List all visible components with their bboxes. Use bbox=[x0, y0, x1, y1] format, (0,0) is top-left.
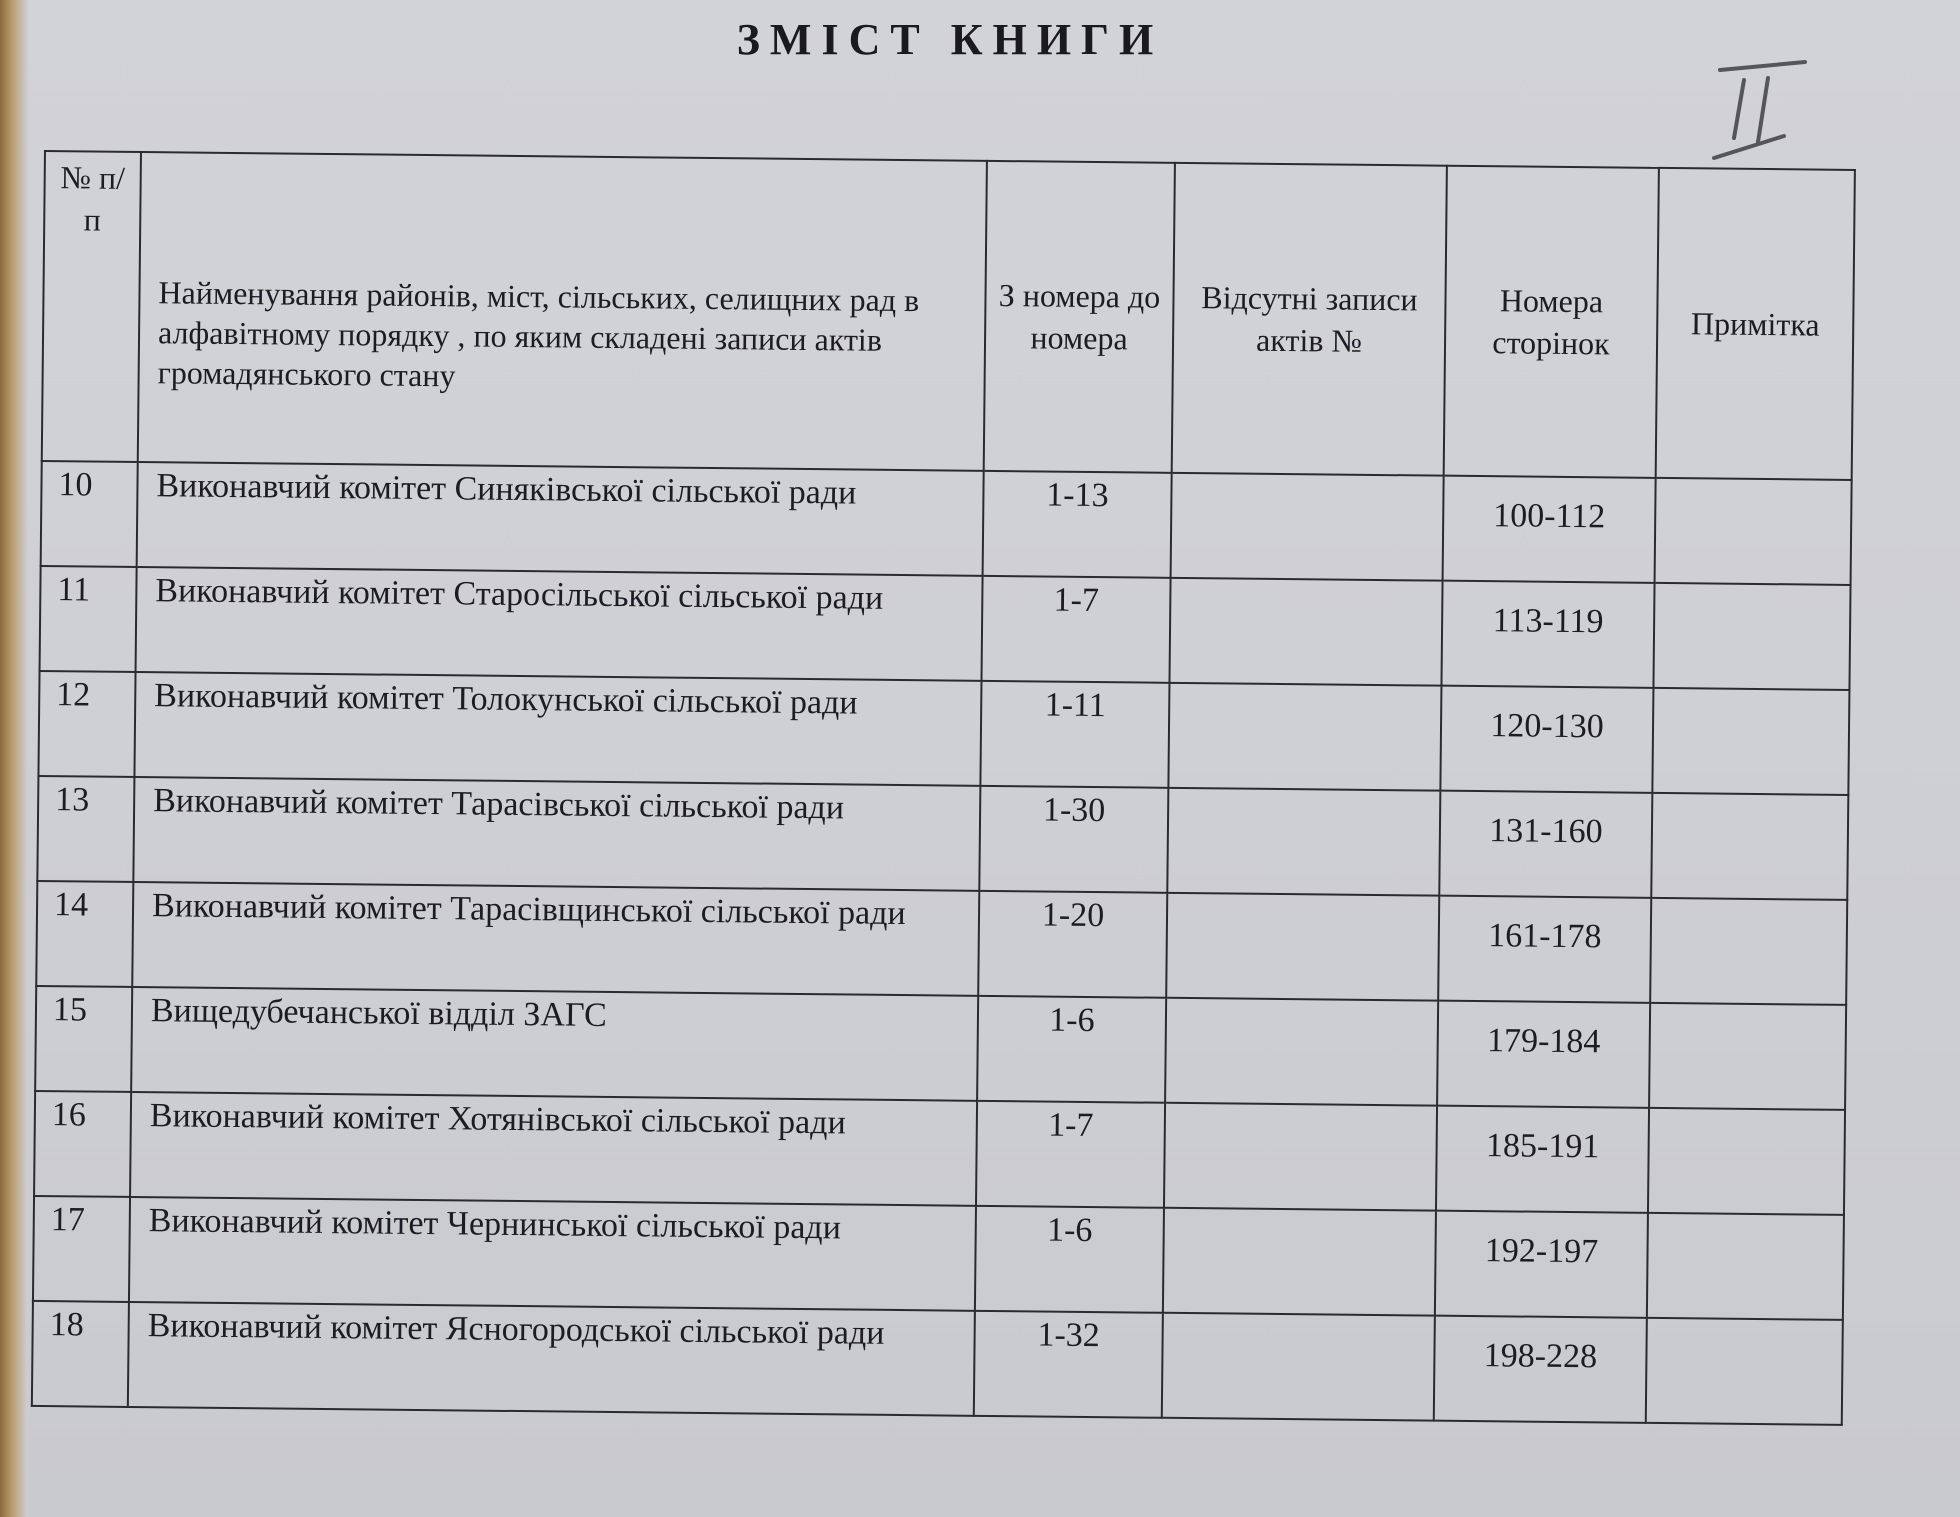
row-range: 1-6 bbox=[977, 996, 1166, 1103]
table-row bbox=[38, 671, 1849, 795]
row-pages: 198-228 bbox=[1434, 1316, 1647, 1423]
row-range: 1-7 bbox=[976, 1101, 1165, 1208]
row-range: 1-30 bbox=[979, 786, 1168, 893]
row-name: Вищедубечанської відділ ЗАГС bbox=[131, 987, 978, 1101]
table-row bbox=[33, 1196, 1844, 1320]
row-note bbox=[1646, 1318, 1843, 1425]
row-missing bbox=[1166, 893, 1439, 1001]
header-pages: Номера сторінок bbox=[1444, 166, 1659, 478]
row-missing bbox=[1165, 998, 1438, 1106]
row-pages: 131-160 bbox=[1439, 791, 1652, 898]
row-missing bbox=[1167, 788, 1440, 896]
row-note bbox=[1653, 583, 1850, 690]
row-name: Виконавчий комітет Синяківської сільської ради bbox=[137, 462, 984, 576]
table-row bbox=[36, 881, 1847, 1005]
table-row bbox=[40, 566, 1851, 690]
row-num: 14 bbox=[36, 881, 133, 987]
row-num: 11 bbox=[40, 566, 137, 672]
folio-mark-handwritten bbox=[1710, 58, 1820, 168]
table-row bbox=[35, 986, 1846, 1110]
row-pages: 185-191 bbox=[1436, 1106, 1649, 1213]
table-row bbox=[34, 1091, 1845, 1215]
row-note bbox=[1652, 688, 1849, 795]
row-num: 17 bbox=[33, 1196, 130, 1302]
row-range: 1-7 bbox=[981, 576, 1170, 683]
row-missing bbox=[1168, 683, 1441, 791]
table-row bbox=[37, 776, 1848, 900]
row-name: Виконавчий комітет Чернинської сільської ради bbox=[129, 1197, 976, 1311]
row-missing bbox=[1171, 473, 1444, 581]
header-name: Найменування районів, міст, сільських, селищних рад в алфавітному порядку , по яким складені записи актів громадянського стану bbox=[138, 152, 987, 471]
row-range: 1-13 bbox=[983, 471, 1172, 578]
row-note bbox=[1648, 1108, 1845, 1215]
row-note bbox=[1651, 793, 1848, 900]
row-note bbox=[1647, 1213, 1844, 1320]
row-range: 1-20 bbox=[978, 891, 1167, 998]
row-missing bbox=[1169, 578, 1442, 686]
row-pages: 161-178 bbox=[1438, 896, 1651, 1003]
row-name: Виконавчий комітет Хотянівської сільської ради bbox=[130, 1092, 977, 1206]
header-row bbox=[42, 151, 1855, 480]
contents-table-wrapper bbox=[31, 150, 1854, 1426]
row-range: 1-32 bbox=[974, 1311, 1163, 1418]
binding-edge bbox=[0, 0, 28, 1517]
row-pages: 179-184 bbox=[1437, 1001, 1650, 1108]
header-num: № п/п bbox=[42, 151, 141, 462]
row-num: 12 bbox=[38, 671, 135, 777]
header-range: З номера до номера bbox=[984, 161, 1175, 473]
row-pages: 113-119 bbox=[1441, 581, 1654, 688]
header-missing: Відсутні записи актів № bbox=[1172, 163, 1447, 476]
row-missing bbox=[1162, 1313, 1435, 1421]
row-missing bbox=[1164, 1103, 1437, 1211]
contents-table bbox=[31, 150, 1856, 1426]
row-missing bbox=[1163, 1208, 1436, 1316]
table-row bbox=[41, 461, 1852, 585]
row-num: 16 bbox=[34, 1091, 131, 1197]
row-name: Виконавчий комітет Старосільської сільської ради bbox=[136, 567, 983, 681]
row-name: Виконавчий комітет Толокунської сільської ради bbox=[134, 672, 981, 786]
header-note: Примітка bbox=[1656, 168, 1855, 480]
page-title: ЗМІСТ КНИГИ bbox=[736, 15, 1164, 64]
row-pages: 192-197 bbox=[1435, 1211, 1648, 1318]
row-num: 18 bbox=[32, 1301, 129, 1407]
row-name: Виконавчий комітет Ясногородської сільської ради bbox=[128, 1302, 975, 1416]
row-name: Виконавчий комітет Тарасівщинської сільської ради bbox=[132, 882, 979, 996]
row-note bbox=[1650, 898, 1847, 1005]
row-range: 1-6 bbox=[975, 1206, 1164, 1313]
row-pages: 120-130 bbox=[1440, 686, 1653, 793]
row-pages: 100-112 bbox=[1443, 476, 1656, 583]
row-range: 1-11 bbox=[980, 681, 1169, 788]
row-num: 13 bbox=[37, 776, 134, 882]
row-num: 15 bbox=[35, 986, 132, 1092]
table-row bbox=[32, 1301, 1843, 1425]
row-num: 10 bbox=[41, 461, 138, 567]
row-note bbox=[1655, 478, 1852, 585]
row-note bbox=[1649, 1003, 1846, 1110]
row-name: Виконавчий комітет Тарасівської сільської ради bbox=[133, 777, 980, 891]
